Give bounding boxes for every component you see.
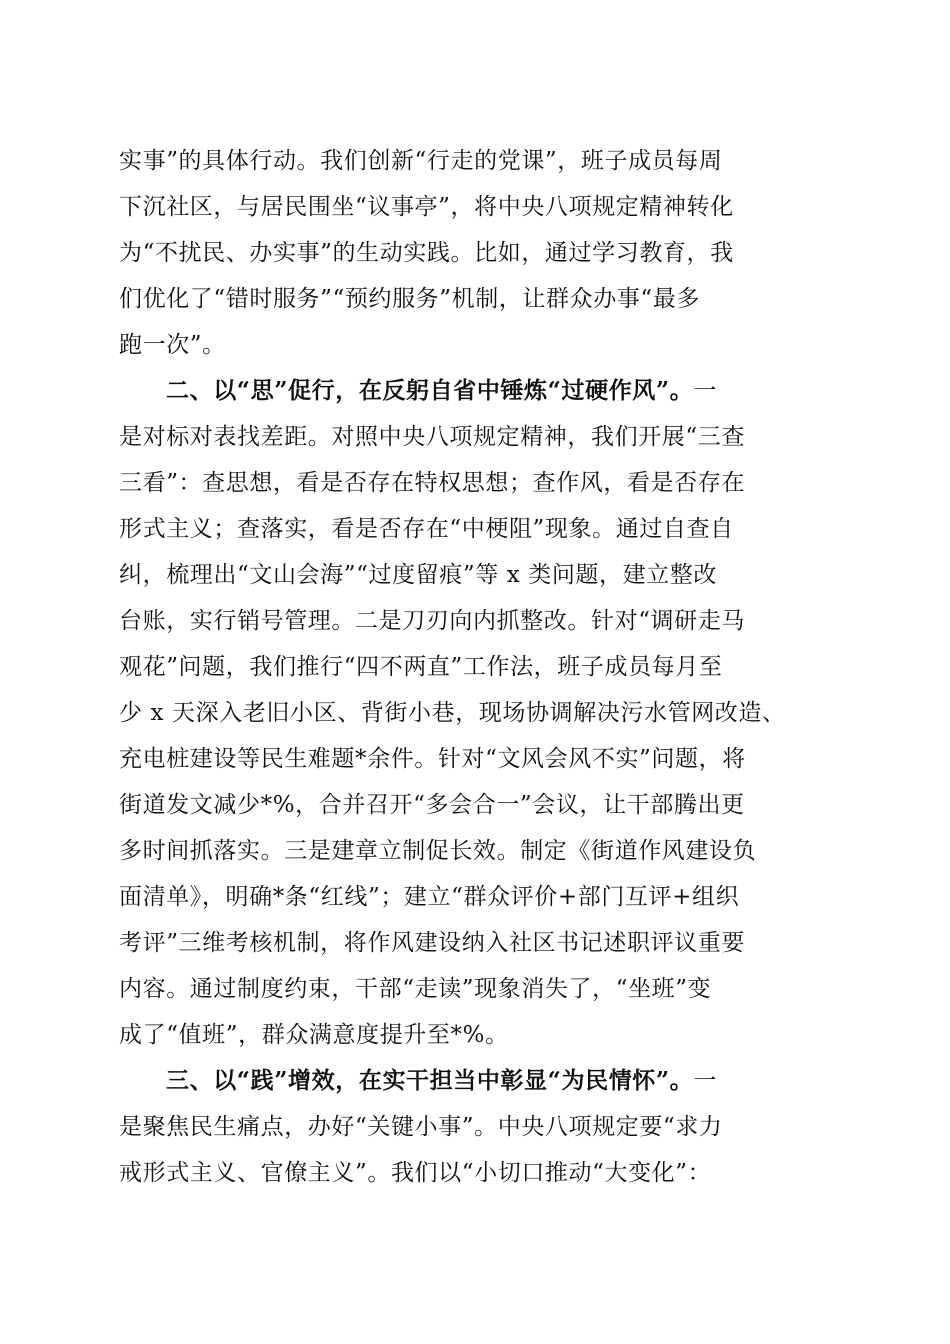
text-line: 多时间抓落实。三是建章立制促长效。制定《街道作风建设负 xyxy=(119,838,757,864)
text-line: 们优化了“错时服务”“预约服务”机制，让群众办事“最多 xyxy=(119,286,700,312)
text-line: 纠，梳理出“文山会海”“过度留痕”等 x 类问题，建立整改 xyxy=(119,562,718,588)
text-line: 内容。通过制度约束，干部“走读”现象消失了，“坐班”变 xyxy=(119,976,712,1002)
text-line: 充电桩建设等民生难题*余件。针对“文风会风不实”问题，将 xyxy=(119,746,746,772)
text-line: 成了“值班”，群众满意度提升至*%。 xyxy=(119,1022,509,1048)
section-heading-line xyxy=(166,366,839,416)
text-line: 面清单》，明确*条“红线”；建立“群众评价+部门互评+组织 xyxy=(119,884,740,910)
text-line: 是聚焦民生痛点，办好“关键小事”。中央八项规定要“求力 xyxy=(119,1114,723,1140)
heading-line-text: 一 xyxy=(693,378,717,404)
text-line: 街道发文减少*%，合并召开“多会合一”会议，让干部腾出更 xyxy=(119,792,745,818)
text-line: 实事”的具体行动。我们创新“行走的党课”，班子成员每周 xyxy=(119,148,723,174)
text-line: 少 x 天深入老旧小区、背街小巷，现场协调解决污水管网改造、 xyxy=(119,700,786,726)
text-line: 跑一次”。 xyxy=(119,332,226,358)
text-line: 观花”问题，我们推行“四不两直”工作法，班子成员每月至 xyxy=(119,654,723,680)
section-heading: 二、以“思”促行，在反躬自省中锤炼“过硬作风”。 xyxy=(166,377,694,404)
section-heading: 三、以“践”增效，在实干担当中彰显“为民情怀”。 xyxy=(166,1067,694,1094)
text-line: 下沉社区，与居民围坐“议事亭”，将中央八项规定精神转化 xyxy=(119,194,734,220)
section-heading-line xyxy=(166,1056,839,1106)
text-line: 形式主义；查落实，看是否存在“中梗阻”现象。通过自查自 xyxy=(119,516,734,542)
text-line: 台账，实行销号管理。二是刀刃向内抓整改。针对“调研走马 xyxy=(119,608,745,634)
text-line: 为“不扰民、办实事”的生动实践。比如，通过学习教育，我 xyxy=(119,240,734,266)
heading-line-text: 一 xyxy=(693,1068,717,1094)
text-line: 考评”三维考核机制，将作风建设纳入社区书记述职评议重要 xyxy=(119,930,745,956)
text-line: 三看”：查思想，看是否存在特权思想；查作风，看是否存在 xyxy=(119,470,745,496)
text-line: 是对标对表找差距。对照中央八项规定精神，我们开展“三查 xyxy=(119,424,745,450)
text-line: 戒形式主义、官僚主义”。我们以“小切口推动“大变化”： xyxy=(119,1160,712,1186)
